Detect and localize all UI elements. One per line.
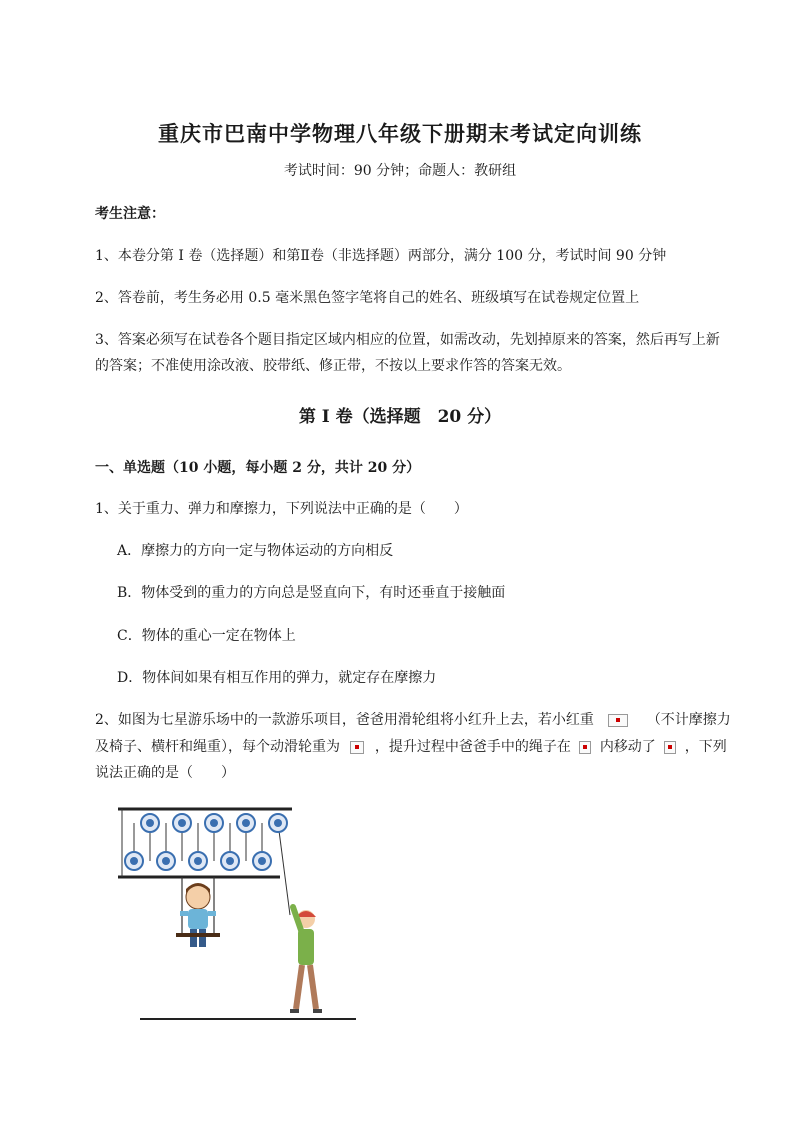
fixed-pulleys [141,814,287,832]
question-1-option-a: A．摩擦力的方向一定与物体运动的方向相反 [117,543,394,559]
question-2-line-3: 说法正确的是（ ） [95,765,235,781]
question-2-stem-part1: 2、如图为七星游乐场中的一款游乐项目，爸爸用滑轮组将小红升上去，若小红重 [95,712,594,728]
question-2-line-2 [95,736,727,756]
question-2-line-1 [95,709,731,729]
swing-seat [176,933,220,937]
question-2-stem-line2-a: 及椅子、横杆和绳重），每个动滑轮重为 [95,739,340,755]
question-2-stem-line2-c: 内移动了 [599,739,656,755]
formula-image-icon [664,741,676,754]
question-1-option-b: B．物体受到的重力的方向总是竖直向下，有时还垂直于接触面 [117,585,506,601]
child-figure [180,883,216,947]
notice-item-3: 3、答案必须写在试卷各个题目指定区域内相应的位置，如需改动，先划掉原来的答案，然后再写上新 [95,332,720,348]
notice-heading: 考生注意： [95,206,165,222]
formula-image-icon [350,741,364,754]
question-1-stem: 1、关于重力、弹力和摩擦力，下列说法中正确的是（ ） [95,501,468,517]
pulley-illustration [110,795,370,1025]
exam-subtitle: 考试时间：90 分钟；命题人：教研组 [283,163,517,179]
part-heading: 一、单选题（10 小题，每小题 2 分，共计 20 分） [95,460,421,476]
question-1-option-c: C．物体的重心一定在物体上 [117,628,296,644]
formula-image-icon [608,714,628,727]
movable-pulleys [125,852,271,870]
notice-item-2: 2、答卷前，考生务必用 0.5 毫米黑色签字笔将自己的姓名、班级填写在试卷规定位置上 [95,290,640,306]
question-2-stem-line2-b: ，提升过程中爸爸手中的绳子在 [374,739,571,755]
notice-item-3-cont: 的答案；不准使用涂改液、胶带纸、修正带，不按以上要求作答的答案无效。 [95,358,571,374]
notice-item-1: 1、本卷分第 I 卷（选择题）和第Ⅱ卷（非选择题）两部分，满分 100 分，考试时间 90 分钟 [95,248,667,264]
pulley-system-figure [110,795,370,1025]
question-2-stem-part2: （不计摩擦力 [646,712,731,728]
question-2-stem-line2-d: ，下列 [684,739,727,755]
question-1-option-d: D．物体间如果有相互作用的弹力，就定存在摩擦力 [117,670,437,686]
exam-title: 重庆市巴南中学物理八年级下册期末考试定向训练 [158,121,642,146]
father-figure [290,907,322,1013]
section-title: 第 I 卷（选择题 20 分） [298,407,502,427]
formula-image-icon [579,741,591,754]
